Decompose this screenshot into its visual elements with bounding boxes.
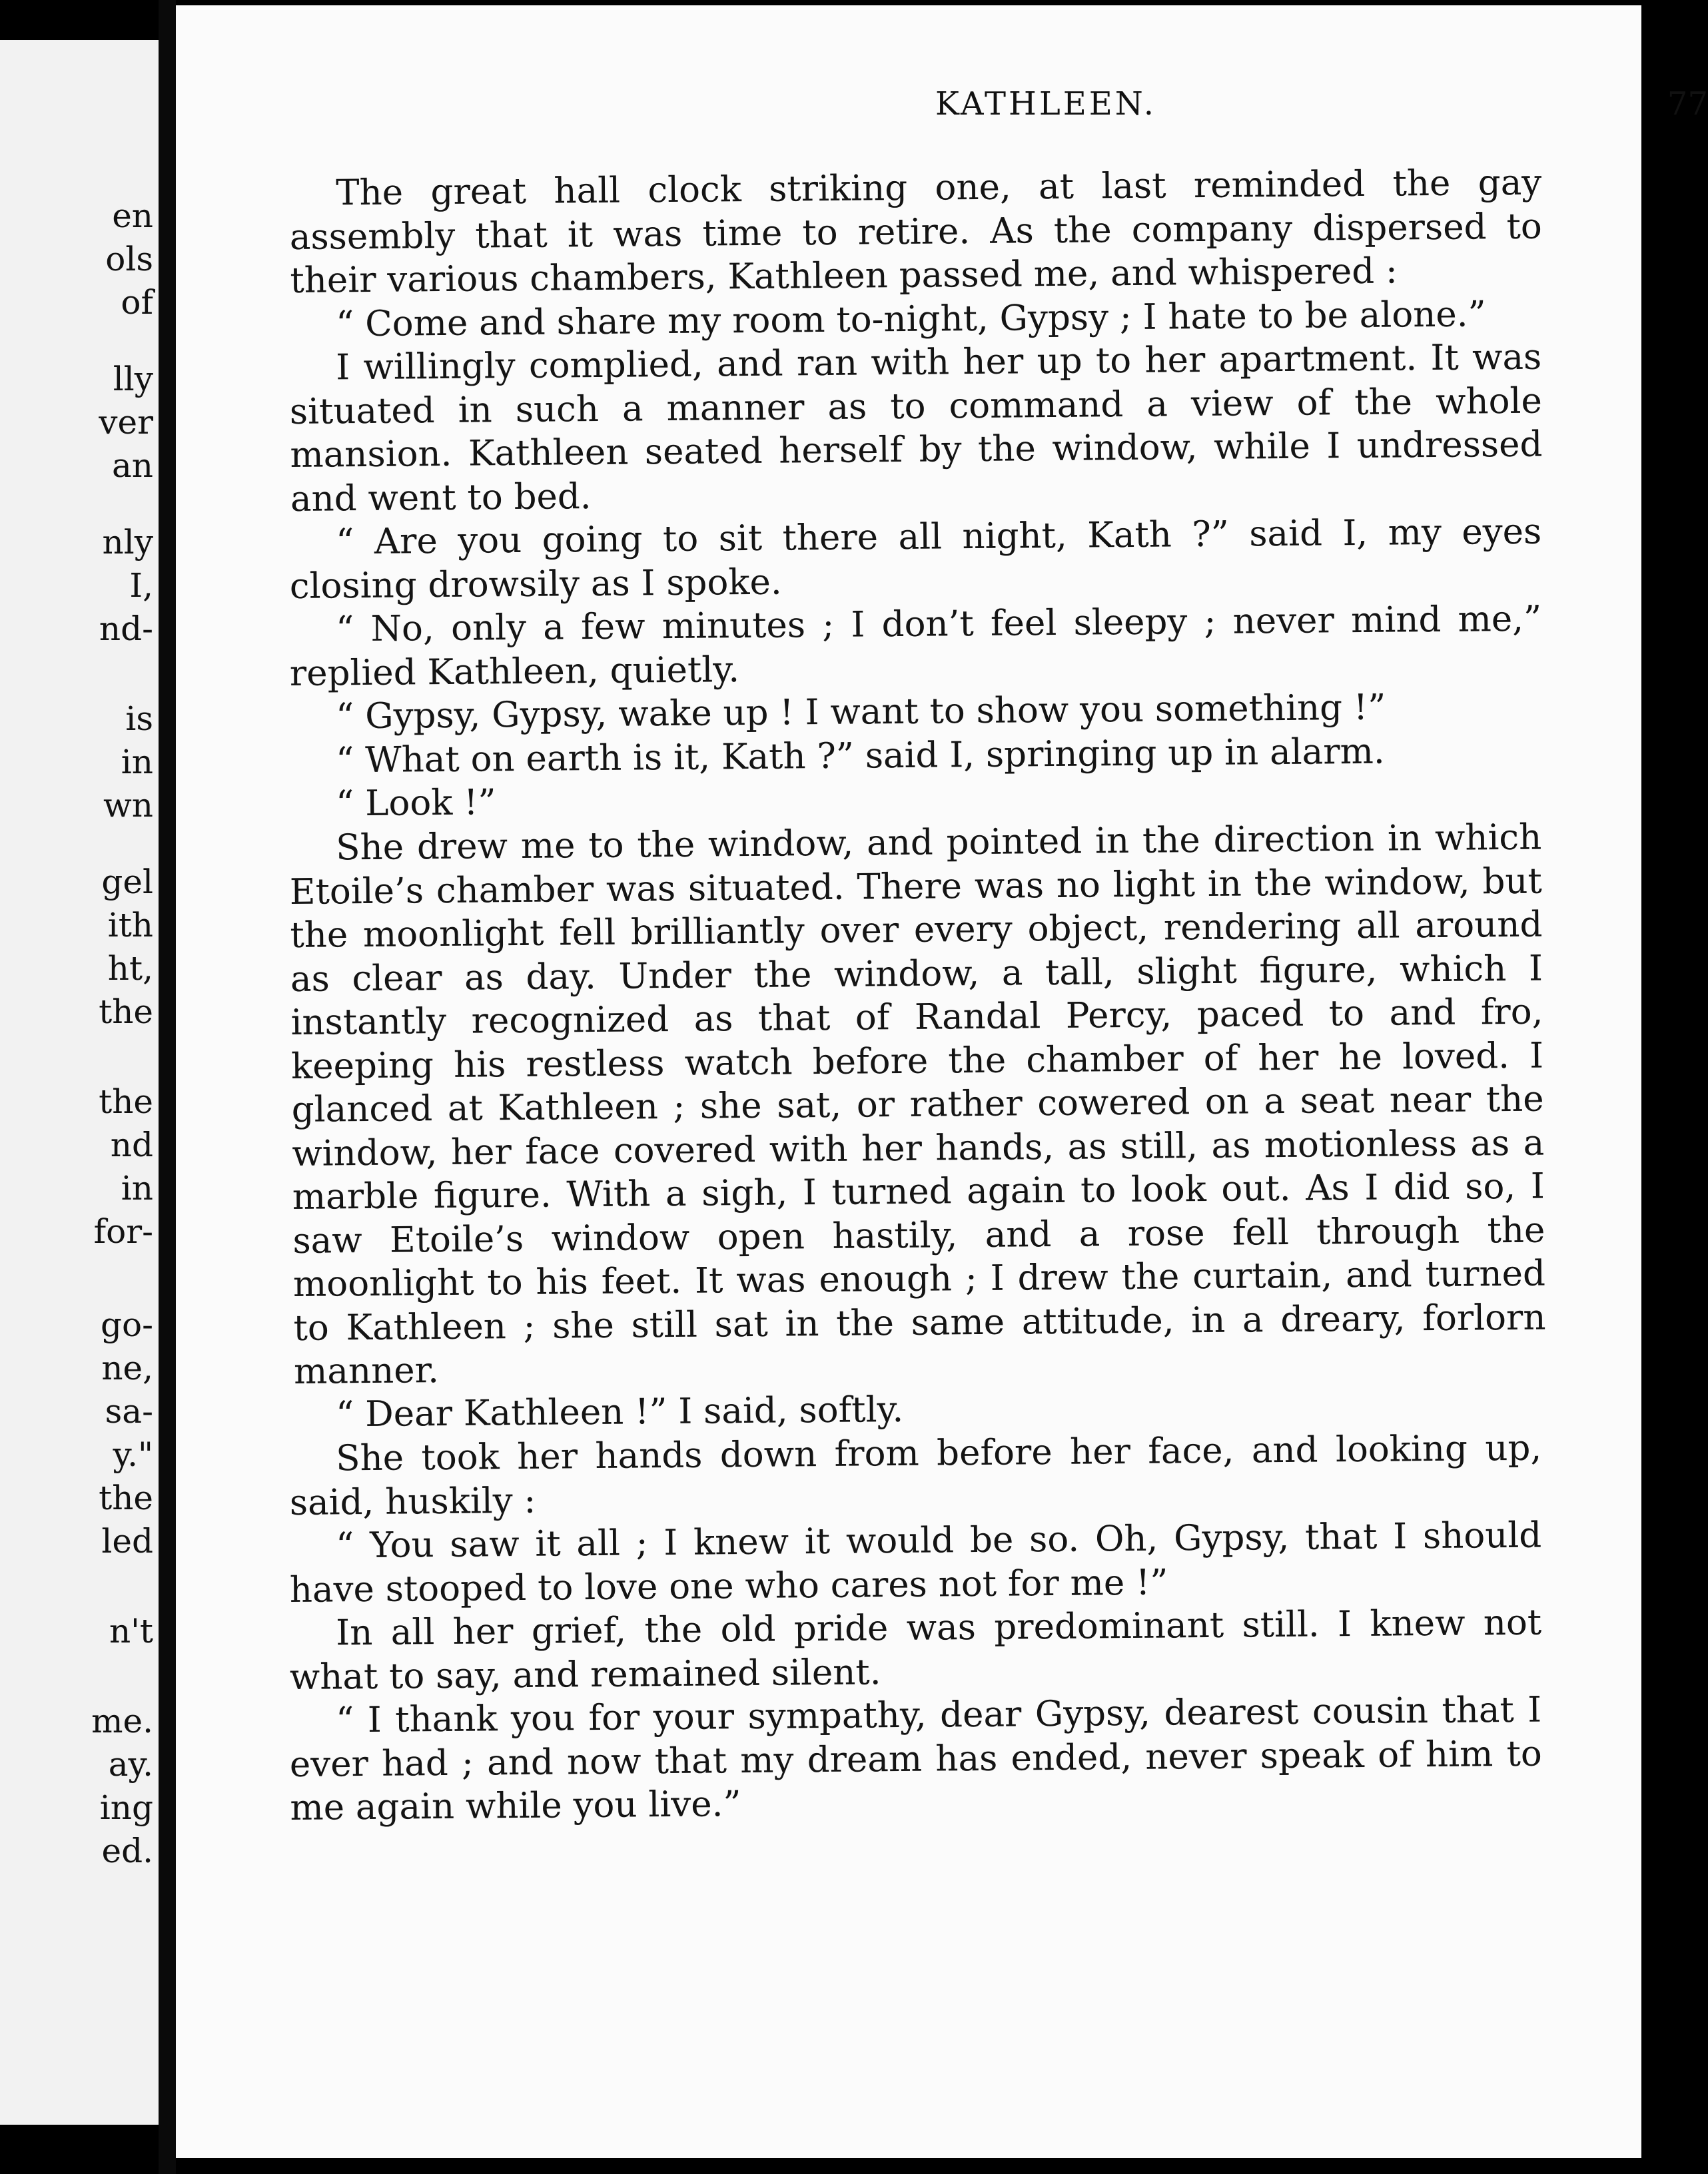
facing-page-fragment: is <box>125 699 153 738</box>
paragraph: “ Gypsy, Gypsy, wake up ! I want to show you something !” <box>336 687 1386 737</box>
facing-page-fragment: I, <box>129 566 153 605</box>
facing-page-fragment: the <box>99 1479 153 1517</box>
facing-page-fragment: gel <box>101 863 153 901</box>
facing-page-fragment: nly <box>102 523 153 561</box>
facing-page-fragment: the <box>99 1082 153 1121</box>
paragraph: She drew me to the window, and pointed in the direction in which Etoile’s chamber was situated. There was no light in the window, but the moonlight fell brilliantly over every object, rendering all around as clear as day. Under the window, a tall, slight figure, which I instantly recognized as that of Randal Percy, paced to and fro, keeping his restless watch before the chamber of her he loved. I glanced at Kathleen ; she sat, or rather cowered on a seat near the window, her face covered with her hands, as still, as motionless as a marble figure. With a sigh, I turned again to look out. As I did so, I saw Etoile’s window open hastily, and a rose fell through the moonlight to his feet. It was enough ; I drew the curtain, and turned to Kathleen ; she still sat in the same attitude, in a dreary, forlorn manner. <box>289 817 1546 1392</box>
facing-page-fragment: for- <box>93 1212 153 1251</box>
facing-page-fragment: n't <box>109 1612 153 1650</box>
facing-page-fragment: nd <box>110 1126 153 1164</box>
paragraph: “ You saw it all ; I knew it would be so. Oh, Gypsy, that I should have stooped to love one who cares not for me !” <box>289 1515 1542 1610</box>
facing-page-fragment: ols <box>105 240 153 278</box>
facing-page-fragment: ing <box>99 1788 153 1827</box>
running-head: KATHLEEN. <box>935 85 1156 123</box>
facing-page-fragment: in <box>121 1169 153 1208</box>
paragraph: In all her grief, the old pride was predominant still. I knew not what to say, and remained silent. <box>289 1602 1542 1697</box>
book-gutter <box>159 0 176 2174</box>
page-number: 77 <box>1667 85 1708 123</box>
facing-page-fragment: ht, <box>107 949 153 988</box>
facing-page-fragment: sa- <box>105 1392 153 1431</box>
facing-page-edge <box>0 40 159 2125</box>
facing-page-fragment: lly <box>113 360 153 398</box>
book-page <box>176 5 1708 2158</box>
paragraph: “ Are you going to sit there all night, Kath ?” said I, my eyes closing drowsily as I spoke. <box>289 511 1542 607</box>
paragraph: “ I thank you for your sympathy, dear Gypsy, dearest cousin that I ever had ; and now that my dream has ended, never speak of him to me again while you live.” <box>289 1689 1543 1828</box>
paragraph: “ What on earth is it, Kath ?” said I, springing up in alarm. <box>336 731 1385 781</box>
facing-page-fragment: ith <box>107 906 153 944</box>
facing-page-fragment: y." <box>113 1435 153 1474</box>
facing-page-fragment: nd- <box>99 609 153 648</box>
paragraph: I willingly complied, and ran with her up to her apartment. It was situated in such a manner as to command a view of the whole mansion. Kathleen seated herself by the window, while I undressed and went to bed. <box>289 336 1543 520</box>
facing-page-fragment: led <box>101 1522 153 1561</box>
paragraph: “ No, only a few minutes ; I don’t feel sleepy ; never mind me,” replied Kathleen, quietly. <box>289 598 1542 694</box>
paragraph: “ Dear Kathleen !” I said, softly. <box>336 1389 904 1435</box>
facing-page-fragment: go- <box>100 1305 153 1344</box>
paragraph: She took her hands down from before her face, and looking up, said, huskily : <box>289 1427 1542 1523</box>
facing-page-fragment: wn <box>103 786 153 825</box>
paragraph: “ Look !” <box>336 782 496 825</box>
facing-page-fragment: me. <box>91 1702 153 1740</box>
paragraph: “ Come and share my room to-night, Gypsy ; I hate to be alone.” <box>336 293 1486 344</box>
facing-page-fragment: ay. <box>108 1745 153 1784</box>
body-text <box>289 162 1546 1830</box>
facing-page-fragment: ver <box>99 403 153 442</box>
facing-page-fragment: in <box>121 743 153 781</box>
facing-page-fragment: of <box>121 283 153 322</box>
facing-page-fragment: ed. <box>101 1832 153 1870</box>
facing-page-fragment: en <box>112 196 153 235</box>
paragraph: The great hall clock striking one, at last reminded the gay assembly that it was time to retire. As the company dispersed to their various chambers, Kathleen passed me, and whispered : <box>289 162 1543 301</box>
facing-page-fragment: ne, <box>101 1349 153 1387</box>
page-header <box>775 85 1708 139</box>
facing-page-fragment: an <box>111 446 153 485</box>
facing-page-fragment: the <box>99 992 153 1031</box>
